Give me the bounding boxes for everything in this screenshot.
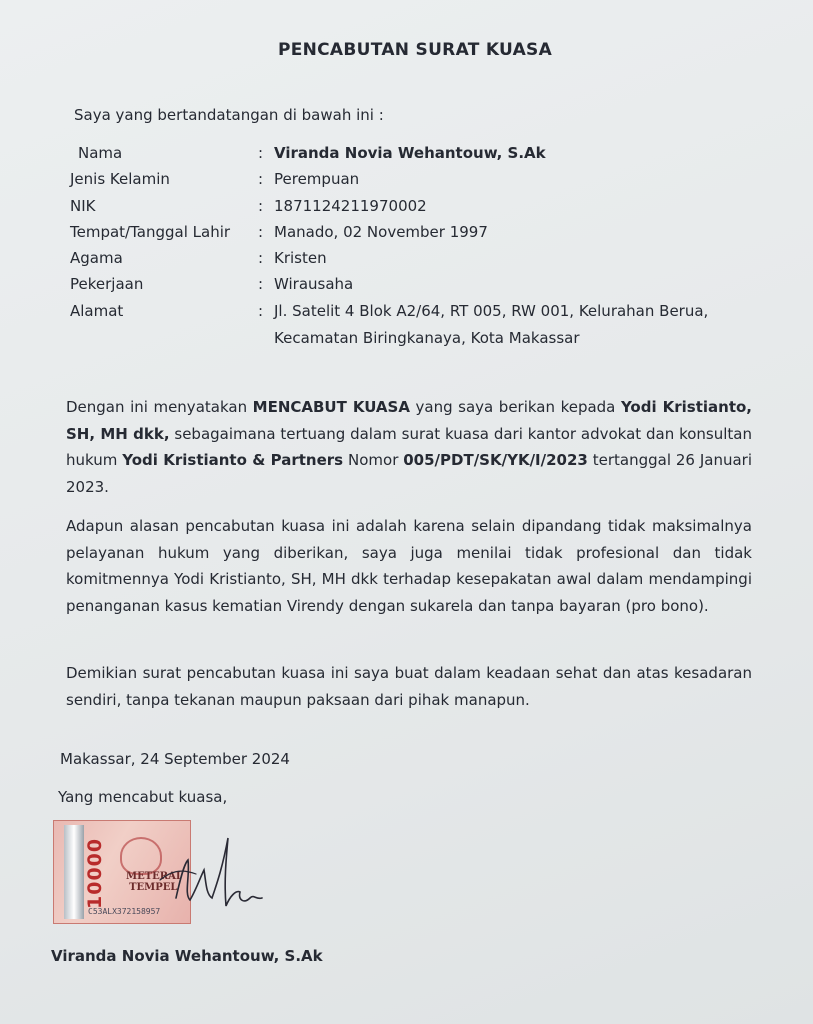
stamp-value: 10000 xyxy=(84,837,106,909)
signature-icon xyxy=(140,820,280,920)
identity-value: Kristen xyxy=(274,249,327,268)
paragraph-text: yang saya berikan kepada xyxy=(409,398,621,416)
identity-row-tempat-tanggal-lahir xyxy=(70,222,760,248)
identity-separator: : xyxy=(258,170,264,189)
identity-value: Manado, 02 November 1997 xyxy=(274,222,488,241)
revocation-statement: MENCABUT KUASA xyxy=(252,398,410,416)
power-of-attorney-number: 005/PDT/SK/YK/I/2023 xyxy=(403,451,588,469)
identity-table xyxy=(70,143,760,352)
address-line-2: Kecamatan Biringkanaya, Kota Makassar xyxy=(274,328,580,347)
identity-separator: : xyxy=(258,222,264,241)
identity-value: Wirausaha xyxy=(274,275,354,294)
attorney-name: Yodi Kristianto, SH, MH dkk, xyxy=(66,398,752,443)
document-title: PENCABUTAN SURAT KUASA xyxy=(277,40,553,60)
identity-value: Viranda Novia Wehantouw, S.Ak xyxy=(274,144,546,162)
intro-text: Saya yang bertandatangan di bawah ini : xyxy=(74,106,384,124)
paragraph-text: tertanggal 26 Januari 2023. xyxy=(66,451,752,496)
signatory-name: Viranda Novia Wehantouw, S.Ak xyxy=(51,947,323,965)
identity-separator: : xyxy=(258,301,264,320)
stamp-serial: C53ALX372158957 xyxy=(88,907,161,916)
address-line-1: Jl. Satelit 4 Blok A2/64, RT 005, RW 001, Kelurahan Berua, xyxy=(274,301,709,320)
identity-value: Perempuan xyxy=(274,170,360,189)
identity-label: Nama xyxy=(78,144,123,162)
paragraph-text: Dengan ini menyatakan xyxy=(66,398,253,416)
identity-label: Pekerjaan xyxy=(70,275,144,294)
stamp-label-line: TEMPEL xyxy=(129,882,178,893)
reason-paragraph: Adapun alasan pencabutan kuasa ini adalah karena selain dipandang tidak maksimalnya pelayanan hukum yang diberikan, saya juga menilai tidak profesional dan tidak komitmennya Yodi Kristianto, SH, MH dkk terhadap kesepakatan awal dalam mendampingi penanganan kasus kematian Virendy dengan sukarela dan tanpa bayaran (pro bono). xyxy=(66,517,752,615)
stamp-label-line: METERAI xyxy=(126,871,181,882)
paragraph-text: sebagaimana tertuang dalam surat kuasa dari kantor advokat dan konsultan hukum xyxy=(66,424,752,469)
identity-row-nama xyxy=(70,143,760,169)
identity-separator: : xyxy=(258,275,264,294)
identity-separator: : xyxy=(258,144,264,162)
revocation-paragraph xyxy=(66,394,752,500)
identity-value: 1871124211970002 xyxy=(274,196,427,215)
identity-row-agama xyxy=(70,248,760,274)
identity-separator: : xyxy=(258,249,264,268)
identity-row-nik xyxy=(70,196,760,222)
place-date: Makassar, 24 September 2024 xyxy=(60,750,290,768)
identity-label: Alamat xyxy=(70,301,124,320)
stamp-security-strip xyxy=(64,825,84,919)
identity-row-alamat xyxy=(70,301,760,352)
identity-value xyxy=(274,298,760,352)
law-firm-name: Yodi Kristianto & Partners xyxy=(122,451,344,469)
declaration-paragraph: Demikian surat pencabutan kuasa ini saya buat dalam keadaan sehat dan atas kesadaran sendiri, tanpa tekanan maupun paksaan dari pihak manapun. xyxy=(66,664,752,709)
identity-label: NIK xyxy=(70,196,96,215)
paragraph-text: Nomor xyxy=(343,451,404,469)
identity-separator: : xyxy=(258,196,264,215)
identity-label: Tempat/Tanggal Lahir xyxy=(70,222,231,241)
identity-row-jenis-kelamin xyxy=(70,169,760,195)
identity-label: Agama xyxy=(70,249,123,268)
identity-label: Jenis Kelamin xyxy=(70,170,170,189)
closing-text: Yang mencabut kuasa, xyxy=(58,788,228,806)
